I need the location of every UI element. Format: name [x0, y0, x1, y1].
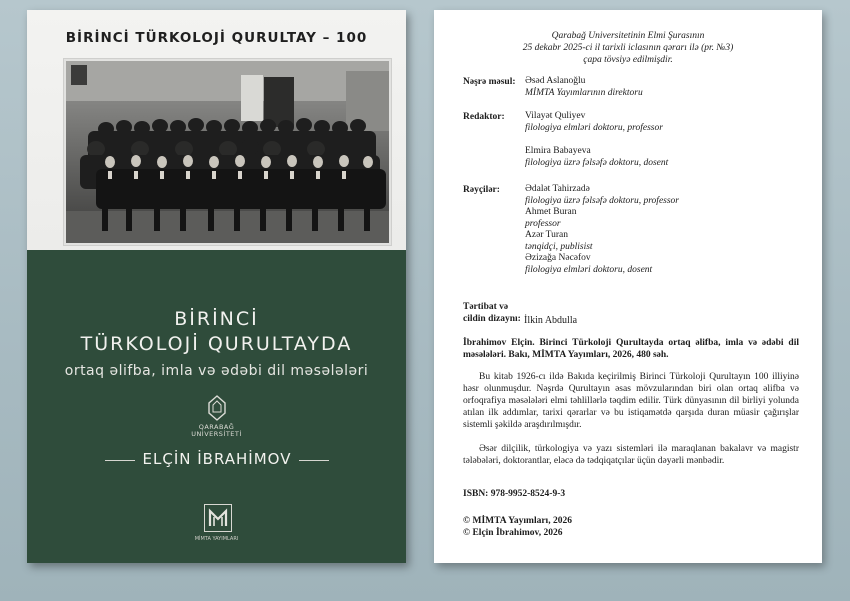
book-front-cover	[27, 10, 406, 563]
copyright-publisher: © MİMTA Yayımları, 2026	[463, 516, 572, 526]
person-title: professor	[525, 218, 561, 229]
colophon-page	[434, 10, 822, 563]
approval-line: Qarabağ Universitetinin Elmi Şurasının	[551, 31, 705, 41]
historical-group-photo	[63, 58, 392, 246]
reviewers-label: Rəyçilər:	[463, 185, 500, 195]
person-name: Ahmet Buran	[525, 207, 577, 217]
person-title: filologiya üzrə fəlsəfə doktoru, professor	[525, 195, 680, 206]
design-label-line-1: Tərtibat və	[463, 302, 509, 312]
person-title: MİMTA Yayımlarının direktoru	[525, 87, 643, 98]
approval-line: çapa tövsiyə edilmişdir.	[583, 55, 673, 65]
responsible-label: Nəşrə məsul:	[463, 77, 516, 87]
person-name: Elmira Babayeva	[525, 146, 591, 156]
responsible-person	[525, 76, 643, 99]
group-photo-image	[66, 61, 389, 243]
series-title: BİRİNCİ TÜRKOLOJİ QURULTAY – 100	[65, 30, 368, 46]
approval-notice	[434, 30, 822, 66]
book-title-line-2: TÜRKOLOJİ QURULTAYDA	[80, 333, 353, 355]
person-title: filologiya üzrə fəlsəfə doktoru, dosent	[525, 157, 669, 168]
book-subtitle: ortaq əlifba, imla və ədəbi dil məsələləri	[64, 363, 369, 379]
copyright-author: © Elçin İbrahimov, 2026	[463, 528, 563, 538]
isbn: ISBN: 978-9952-8524-9-3	[463, 489, 566, 499]
person-name: Azər Turan	[525, 230, 569, 240]
approval-line: 25 dekabr 2025-ci il tarixli iclasının qərarı ilə (pr. №3)	[522, 43, 734, 53]
editor-1	[525, 111, 663, 134]
designer-name: İlkin Abdulla	[524, 315, 578, 326]
university-name-line-2: UNİVERSİTETİ	[191, 430, 242, 438]
reviewers-list	[525, 184, 679, 276]
person-title: filologiya elmləri doktoru, professor	[525, 122, 663, 133]
publisher-mark-text: MİMTA YAYIMLARI	[194, 536, 239, 542]
person-name: Ədalət Tahirzadə	[525, 184, 590, 194]
editor-label: Redaktor:	[463, 112, 505, 122]
abstract-paragraph-1: Bu kitab 1926-cı ildə Bakıda keçirilmiş Birinci Türkoloji Qurultayın 100 illiyinə həsr olunmuşdur. Nəşrdə Qurultayın əsas mövzularından biri olan ortaq əlifba və orfoqrafiya məsələləri elmi təhlillərlə təqdim edilir. Türk dünyasının dil birliyi yolunda atılan ilk addımlar, tarixi qərarlar və bu istiqamətdə qarşıda duran müasir çağırışlar sistemli şəkildə araşdırılmışdır.	[463, 372, 799, 430]
university-name-line-1: QARABAĞ	[198, 423, 235, 431]
university-name	[27, 424, 406, 438]
person-name: Əzizağa Nəcəfov	[525, 253, 591, 263]
author-name: ELÇİN İBRAHİMOV	[142, 450, 292, 468]
person-title: tənqidçi, publisist	[525, 241, 593, 252]
mimta-publisher-logo-icon	[204, 504, 232, 532]
abstract-paragraph-2: Əsər dilçilik, türkologiya və yazı sistemləri ilə maraqlanan bakalavr və magistr tələbələri, doktorantlar, eləcə də tədqiqatçılar üçün dəyərli mənbədir.	[463, 444, 799, 466]
book-title-line-1: BİRİNCİ	[174, 308, 259, 330]
design-label	[463, 301, 521, 325]
author-right-rule	[299, 460, 329, 461]
design-label-line-2: cildin dizaynı:	[463, 314, 521, 324]
person-name: Əsəd Aslanoğlu	[525, 76, 586, 86]
karabakh-university-logo-icon	[205, 395, 229, 421]
person-title: filologiya elmləri doktoru, dosent	[525, 264, 653, 275]
bibliographic-reference: İbrahimov Elçin. Birinci Türkoloji Qurultayda ortaq əlifba, imla və ədəbi dil məsələləri. Bakı, MİMTA Yayımları, 2026, 480 səh.	[463, 338, 799, 360]
editor-2	[525, 146, 668, 169]
author-row	[107, 450, 327, 470]
person-name: Vilayət Quliyev	[525, 111, 586, 121]
